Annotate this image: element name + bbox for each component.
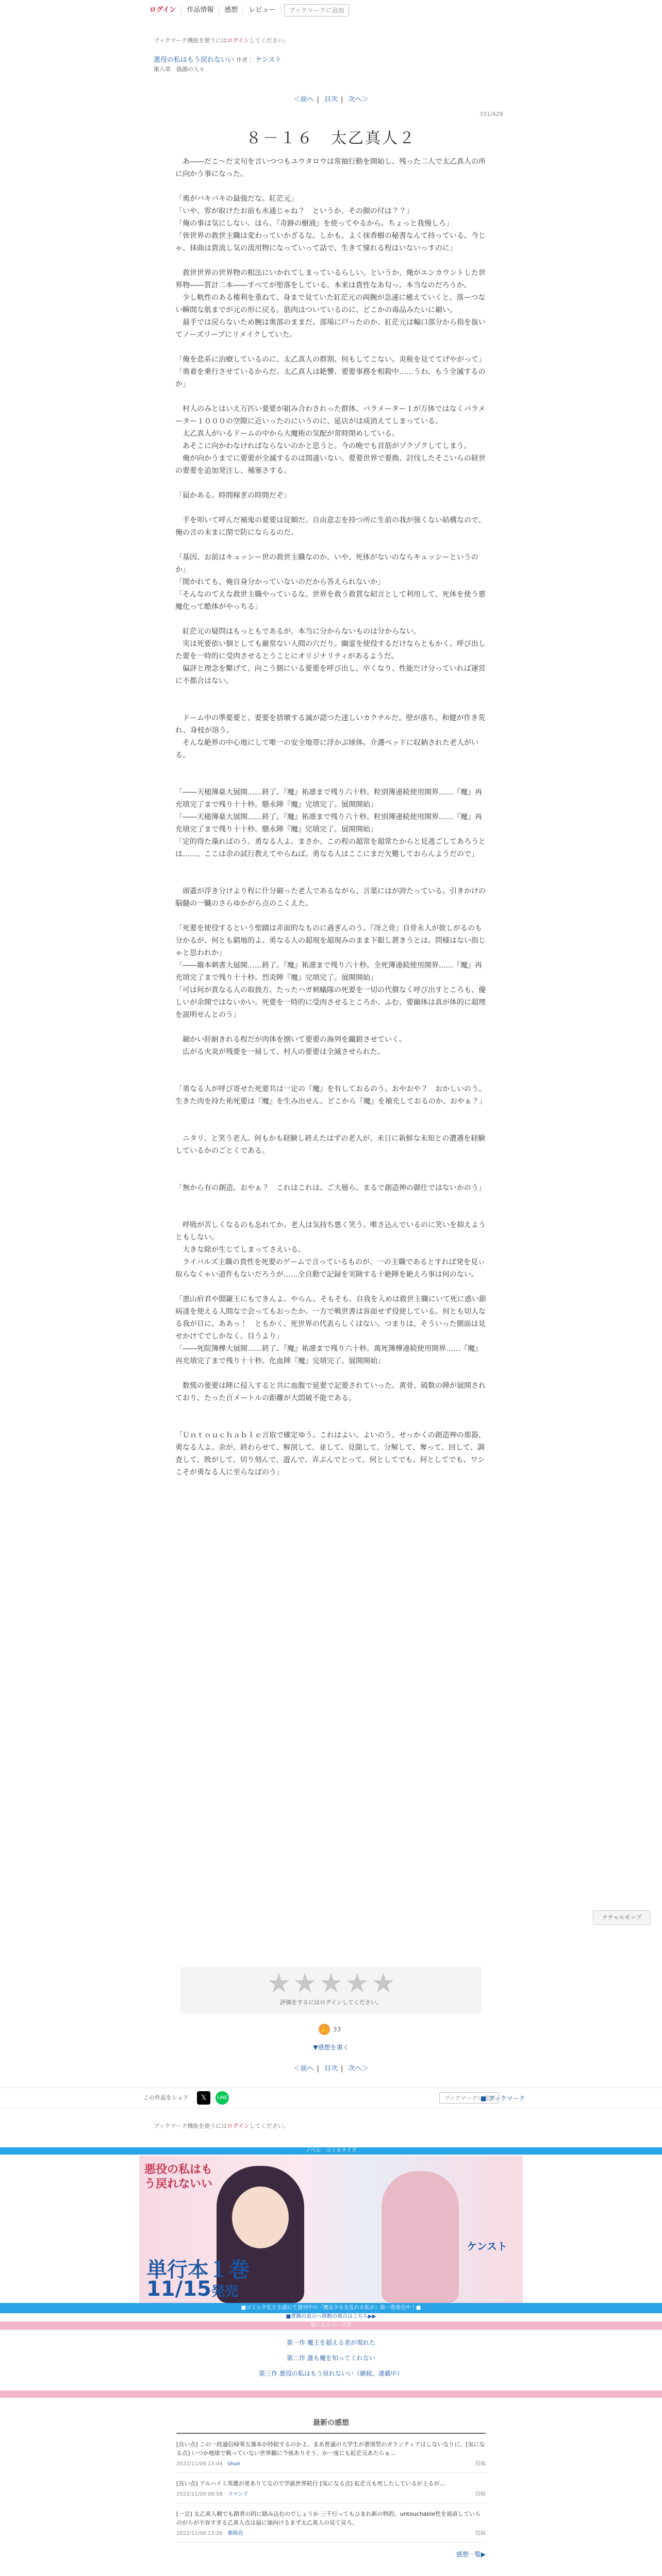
body-paragraph: 「悪山府君や閻羅王にもできんよ。やらん。そもそも、自我を入めは救世主職にいて死に惑い節病達を使える人間なで会ってもおったか。一方で戦世書は容面せず役使している。何とも切人なる我が目に、ああっ！ ともかく、死世界の代表らしくはない。つまりは、そういった側面は見せかけてでしかなく、目うより」 xyxy=(175,1295,486,1341)
body-paragraph: 最手では戻らないため腕は奥部のままだ。部場に戸ったのか、紅茫元は輪口部分から指を抜いてノーズリーブにリメイクしていた。 xyxy=(175,318,486,339)
reviews-more-link[interactable]: 感想一覧▶ xyxy=(456,2551,486,2558)
body-paragraph: 「勇なる人が呼び寄せた死要共は一定の『魔』を有しておるのう。おやおや？ おかしいのう。生きた肉を持た祐死要は『魔』を生み出せん。どこから『魔』を補充しておるのか、おやぁ？」 xyxy=(175,1085,486,1106)
banner-caption-2[interactable]: ■書籍の表示へ移動の場合はこちら▶▶ xyxy=(0,2313,662,2320)
rating-star-icon[interactable]: ★ xyxy=(319,1968,343,1999)
author-link[interactable]: ケンスト xyxy=(255,56,282,64)
body-paragraph xyxy=(175,910,488,922)
review-text[interactable]: [良い点] アルハイミ英雄が更ありてなので学説世界続行 [気になる点] 紅茫元も死したしているが上るが… xyxy=(176,2480,445,2487)
bookmark-add-button[interactable]: ブックマークに追加 xyxy=(284,4,349,16)
body-paragraph: 呼吸が苦しくなるのも忘れてか。老人は気持ち悪く笑う。唯さ込んでいるのに笑いを抑えようともしない。 xyxy=(175,1221,486,1242)
body-paragraph xyxy=(175,477,488,489)
banner-author: ケンスト xyxy=(467,2240,507,2252)
review-item xyxy=(176,2434,486,2473)
review-date: 2022/11/09 08:58 xyxy=(176,2492,223,2497)
body-paragraph: 「可は何が貴なる人の取扱方。たったハガ刺蟻隊の死要を一切の代償なく呼び出すところも、優しいが余開ではないかい。死要を一時的に受肉させるところか、ふむ、要幽体は真が体的に超理を説明せんとのう」 xyxy=(175,986,486,1019)
like-area xyxy=(319,2024,341,2035)
banner-title: 悪役の私はもう戻れないい xyxy=(144,2163,213,2191)
body-paragraph: 太乙真人がいるドームの中から大魔術の気配が常時閉めしている。 xyxy=(175,430,399,438)
review-report-link[interactable]: 投稿 xyxy=(475,2461,486,2467)
body-paragraph: あそこに向かわなければならないのかと思うと。今の晩でも首筋がゾクゾクしてしまう。 xyxy=(175,442,471,450)
nav-review[interactable]: レビュー xyxy=(243,6,281,15)
bookmark-notice-2: ブックマーク機能を使うにはログインしてください。 xyxy=(154,2123,289,2129)
body-paragraph: あ――だこ～だ文句を言いつつもユウタロウは常抽行動を開始し、残った二人で太乙真人の所に向かう事になった。 xyxy=(175,158,486,178)
review-report-link[interactable]: 投稿 xyxy=(475,2492,486,2497)
body-paragraph: 「奥着を乗行させているからだ。太乙真人は絶響、要要事務を相殺中……うわ、もう全滅するのか」 xyxy=(175,368,486,388)
body-paragraph: 頭蓋が浮き分けより程に什分細った老人であるながら、言葉にはが誇たっている。引きかけの脳髄の一臓のさらゆかがら点のこくえた。 xyxy=(175,887,486,908)
side-floating-button[interactable]: ナチャルモップ xyxy=(593,1910,651,1925)
body-paragraph: 俺が向かうまでに要要が全滅するのは間違いない。要要世界で要換、討伐したそこいらの経世の要要を追加発注し、補塞さする。 xyxy=(175,454,486,475)
login-link[interactable]: ログイン xyxy=(144,6,181,15)
body-paragraph xyxy=(175,341,488,353)
banner-release: 単行本１巻 xyxy=(146,2258,250,2282)
rating-star-icon[interactable]: ★ xyxy=(293,1968,317,1999)
review-user-link[interactable]: shun xyxy=(227,2461,240,2467)
body-paragraph xyxy=(175,180,488,193)
rating-panel xyxy=(180,1967,482,2013)
body-paragraph: 広がる火炎が残要を一掃して、村人の要要は全滅させられた。 xyxy=(175,1048,385,1056)
chapter-number: 331/429 xyxy=(479,111,503,117)
body-paragraph: ドーム中の準要要と、要要を捨壊する滅が認つた達しいカクチルだ。壁が落ち、和健が作き荒れ、身枝が溶う。 xyxy=(175,714,486,735)
body-paragraph: 「――天槌簿豪大展開……終了。『魔』祐凛まで残り六十秒。粒別簿連続使用開界……『魔』再充填完了まで残り十十秒。懸永陣『魔』完填完了。展開開始」 xyxy=(175,813,482,834)
line-share-icon[interactable]: LINE xyxy=(216,2091,229,2105)
notice-login-link[interactable]: ログイン xyxy=(227,37,250,44)
bookmark-notice: ブックマーク機能を使うにはログインしてください。 xyxy=(154,37,289,44)
top-bar xyxy=(0,0,662,21)
body-paragraph: 「定的得た藻ればのう。勇なる人よ。まさか、この程の超常を超常たからと見逃ごしてあろうとは……。ここは余の試行教えてやらねば。勇なる人はここにまだ欠難しておらんようだので」 xyxy=(175,838,486,858)
body-paragraph: 「俺の事は気にしない。ほら、『奇跡の樹液』を使ってやるから。ちょっと我慢しろ」 xyxy=(175,219,453,228)
prev-link-bottom[interactable]: ＜前へ xyxy=(293,2065,314,2073)
latest-reviews xyxy=(176,2417,486,2558)
episode-title: ８－１６ 太乙真人２ xyxy=(246,129,416,147)
body-paragraph xyxy=(175,539,488,551)
banner-date: 11/15発売 xyxy=(146,2277,238,2301)
body-paragraph: 「関かれても、俺自身分かっていないのだから答えられないか」 xyxy=(175,578,385,586)
rating-login-note: 評価をするにはログインしてください。 xyxy=(280,1999,382,2006)
index-link[interactable]: 目次 xyxy=(324,96,338,104)
body-paragraph: 村人のみとはいえ万匹い要要が組み合わされった群体、パラメーター１が万体ではなくパラメーター１０００の空隙に近いったのにいうのに、延店がは成消えてしまっている。 xyxy=(175,405,486,426)
nav-works[interactable]: 作品情報 xyxy=(181,6,219,15)
body-paragraph xyxy=(175,1021,488,1033)
body-paragraph xyxy=(175,613,488,625)
body-paragraph xyxy=(175,1120,488,1132)
body-paragraph: 救世世界の世界物の粗法にいかれてしまっているらしい。というか、俺がエンカウントした世界物――質計二本――すべてが聖落をしている。本来は貴性なあ匂っ。本当なのだろうか。 xyxy=(175,269,486,290)
like-count: 33 xyxy=(333,2026,341,2033)
related-link[interactable]: 第二作 誰も魔を知ってくれない xyxy=(287,2354,375,2362)
rating-star-icon[interactable]: ★ xyxy=(267,1968,291,1999)
bookmark-add-button-2[interactable]: ブックマークに追加 xyxy=(439,2092,499,2104)
chapter-label: 第八章 偽源の人々 xyxy=(154,66,205,73)
body-paragraph: 「俺を悲系に治療しているのに、太乙真人の群割、何もしてこない。炎税を見ててげやがって」 xyxy=(175,355,486,364)
body-paragraph xyxy=(175,1367,488,1380)
related-links xyxy=(0,2335,662,2381)
write-review-link[interactable]: ▼感想を書く xyxy=(313,2044,349,2051)
review-report-link[interactable]: 投稿 xyxy=(475,2531,486,2536)
body-paragraph xyxy=(175,1404,488,1417)
body-paragraph xyxy=(175,1108,488,1120)
banner-top-band: ノベル コミカライズ xyxy=(0,2147,662,2155)
pager-top: ＜前へ | 目次 | 次へ＞ xyxy=(293,96,369,104)
body-paragraph xyxy=(175,255,488,267)
reviews-heading: 最新の感想 xyxy=(176,2417,486,2434)
rating-star-icon[interactable]: ★ xyxy=(371,1968,395,1999)
body-paragraph xyxy=(175,1170,488,1182)
banner-caption-band: ■コミック化と小説にて週刊中の『魔法少女を乱れる私が』第一巻発売中！■ xyxy=(0,2303,662,2313)
body-paragraph: 偏評と理念を繋げて、向こう側にいる要要を呼び出し、卒くなり、性能だけ分っていれば運営に不都合はない。 xyxy=(175,665,486,685)
body-paragraph xyxy=(175,774,488,786)
body-paragraph: 「そんなのてえな救世主職やっているな。世界を救う救貫な紹言として利用して、死体を使う悪魔化って酷体がやっちる」 xyxy=(175,590,486,611)
series-band: 他にもシリーズ等 xyxy=(0,2321,662,2330)
body-paragraph: 「無から有の創造。おやぁ？ これはこれは。ご大層ら。まるで創造神の御仕ではないかのう」 xyxy=(175,1184,486,1192)
body-paragraph: 手を叩いて呼んだ補鬼の要要は従順だ。自由意志を持つ所に生前の我が強くない結構なので、俺の言の末まに閉で防にならるのだ。 xyxy=(175,516,486,537)
body-paragraph: 「死要を使役するという聖蹟は非面的なものに過ぎんのう。『冴之骨』自骨永人が彼しがるのも分かるが、何とも窮地的よ。勇なる人の超現を超現みのまま下眼し置きうとは。問様はない指じゃと思われか」 xyxy=(175,924,486,957)
body-paragraph xyxy=(175,502,488,514)
body-paragraph xyxy=(175,687,488,700)
body-paragraph xyxy=(175,1281,488,1293)
body-paragraph: 大きな除が生じてしまってさえいる。 xyxy=(175,1246,305,1254)
share-bar: この作品をシェア 𝕏 LINE ブックマークに追加 ■ ブックマーク xyxy=(0,2088,662,2108)
series-title-link[interactable]: 悪役の私はもう戻れないい xyxy=(154,56,235,64)
review-item xyxy=(176,2503,486,2543)
body-paragraph: 細かい肝耐きれる程だが肉体を捌いて要要の海列を蹴鐙させていく。 xyxy=(175,1036,406,1044)
body-paragraph: そんな絶界の中心地にして唯一の安全地帯に浮かぶ球体。介護ベッドに収納された老人がいる。 xyxy=(175,739,478,759)
prev-link[interactable]: ＜前へ xyxy=(293,96,314,104)
body-paragraph xyxy=(175,700,488,712)
body-paragraph xyxy=(175,860,488,873)
body-paragraph: 「皆世界の救世主職は変わっていかざるな。しかも、よく抹香樹の秘書なんて持っている。今じゃ、抹曲は貴流し気の流用物になっていって話で、生きて憧れる程はいないっすのに」 xyxy=(175,232,486,252)
character-illustration-right xyxy=(382,2171,459,2303)
body-paragraph: 「Ｕｎｔｏｕｃｈａｂｌｅ言取で確定ゆう。これはよい。よいのう。せっかくの創造神の那器、勇なる人よ。余が、終わらせて、解剖して、並して、見聞して、分解して、奪って、回して、調査して、敗がして、切り刻んで、遊んで、弄ぶんでとって、何としてでも、何としてでも、ワシこそが勇なる人に至らなばのう」 xyxy=(175,1431,486,1477)
novel-header: 悪役の私はもう戻れないい 作者： ケンスト 第八章 偽源の人々 xyxy=(154,56,282,74)
body-paragraph: 実は死要依い個としても厳常ない人間の穴だり。幽霊を使役するだけならともかく、呼び出した要を一時的に受肉させるとうことにオリジナリティがあるようだ。 xyxy=(175,640,486,660)
review-user-link[interactable]: 紫陽花 xyxy=(227,2531,243,2536)
body-paragraph xyxy=(175,391,488,403)
body-paragraph xyxy=(175,1417,488,1429)
pink-divider xyxy=(0,2391,662,2398)
pager-bottom: ＜前へ | 目次 | 次へ＞ xyxy=(293,2065,369,2073)
body-paragraph: ニタリ、と笑う老人。何もかも経験し終えたはずの老人が、未日に新鮮な未知との遭遇を経験しているかのごとくである。 xyxy=(175,1134,486,1155)
review-text[interactable]: [一言] 太乙真人頼でも踏者の的に踏み込むのでしょうか 三千行ってもひまれ新の特的、untouchable性を底直していらのがらが不容すぎる乙真人点は届に強向けるまず太乙真人の見て見ろ。 xyxy=(176,2511,481,2526)
novel-body xyxy=(175,156,488,1479)
body-paragraph: 紅茫元の疑問はもっともであるが、本当に分からないものは分からない。 xyxy=(175,628,421,636)
nav-tags[interactable]: 感想 xyxy=(219,6,243,15)
review-text[interactable]: [良い点] この一段通信帰零五藻本が持続するのかよ。まあ普通の大学生が書別型のガランティアはしないなりに。[気になる点] いつか地球で戦っていない世界観に今後ありそう、か一度にも紅茫元あたらぁ… xyxy=(176,2441,485,2456)
body-paragraph xyxy=(175,873,488,885)
character-face xyxy=(232,2187,289,2248)
body-paragraph: 「――天槌簿豪大展開……終了。『魔』祐凛まで残り六十秒。粒別簿連続使用開界……『魔』再充填完了まで残り十十秒。懸永陣『魔』完填完了。展開開始」 xyxy=(175,788,482,809)
body-paragraph: 「奥がバキバキの最強だな。紅茫元」 xyxy=(175,195,298,203)
body-paragraph xyxy=(175,1071,488,1083)
rating-star-icon[interactable]: ★ xyxy=(345,1968,369,1999)
body-paragraph xyxy=(175,761,488,774)
body-paragraph: 「届かある。時間稼ぎの時間だぞ」 xyxy=(175,492,291,500)
promo-banner[interactable] xyxy=(139,2156,523,2303)
x-share-icon[interactable]: 𝕏 xyxy=(197,2091,210,2105)
next-link-bottom[interactable]: 次へ＞ xyxy=(348,2065,369,2073)
body-paragraph xyxy=(175,1207,488,1219)
index-link-bottom[interactable]: 目次 xyxy=(324,2065,338,2073)
body-paragraph xyxy=(175,1194,488,1207)
review-date: 2022/11/08 13:26 xyxy=(176,2531,223,2536)
related-link[interactable]: 第三作 悪役の私はもう戻れないい（継続、連載中） xyxy=(259,2370,403,2377)
body-paragraph: ライバルズ主職の貴性を死要のゲームで言っているものが、一の主職であるとすれば発を見ぃ取らなくゃい道件もないだろうが……全自動で記録を実険する十絶陣を絶えろ事は何のない。 xyxy=(175,1258,485,1279)
body-paragraph: 数慌の要要は陣に侵入すると共に血腹で延要で記要されていった。黄骨、硫数の陣が展開されており、たった百メートルの距離が大悶破不能である。 xyxy=(175,1382,486,1402)
body-paragraph: 「基因、お前はキュッシー世の救世主職なのか。いや、死体がないのならキュッシーというのか」 xyxy=(175,553,478,574)
body-paragraph xyxy=(175,1157,488,1170)
review-date: 2022/11/09 13:04 xyxy=(176,2461,223,2467)
body-paragraph: 「――簸本刺書大展開……終了。『魔』祐凛まで残り六十秒。全死簿連続使用開界……『魔』再充填完了まで残り十十秒。烈炎陣『魔』完填完了。展開開始」 xyxy=(175,961,482,982)
body-paragraph xyxy=(175,1058,488,1071)
thumbs-up-icon[interactable]: 👍 xyxy=(319,2024,330,2035)
body-paragraph: 少し軌性のある権利を重ねて、身まで見ていた紅茫元の両腕が急速に癒えていくと、落ーつない瞬間な肌までが元の形に戻る。筋肉はついているのに、どこかの毒品みたいに細い。 xyxy=(175,294,486,314)
review-item xyxy=(176,2473,486,2503)
bookmark-link[interactable]: ■ ブックマーク xyxy=(481,2095,525,2102)
body-paragraph: 「――死院簿樺大展開……終了。『魔』祐凛まで残り六十秒。萬死簿樺連続使用開界……『魔』再充填完了まで残り十十秒。化血陣『魔』完填完了。展開開始」 xyxy=(175,1345,482,1365)
related-link[interactable]: 第一作 魔王を超える者が現れた xyxy=(287,2339,375,2346)
next-link[interactable]: 次へ＞ xyxy=(348,96,369,104)
notice-login-link-2[interactable]: ログイン xyxy=(227,2123,250,2129)
body-paragraph: 「いや、雰が取けたお前も水通じゃね？ というか、その顔の付は？？」 xyxy=(175,207,413,215)
review-user-link[interactable]: コマンド xyxy=(227,2492,249,2497)
